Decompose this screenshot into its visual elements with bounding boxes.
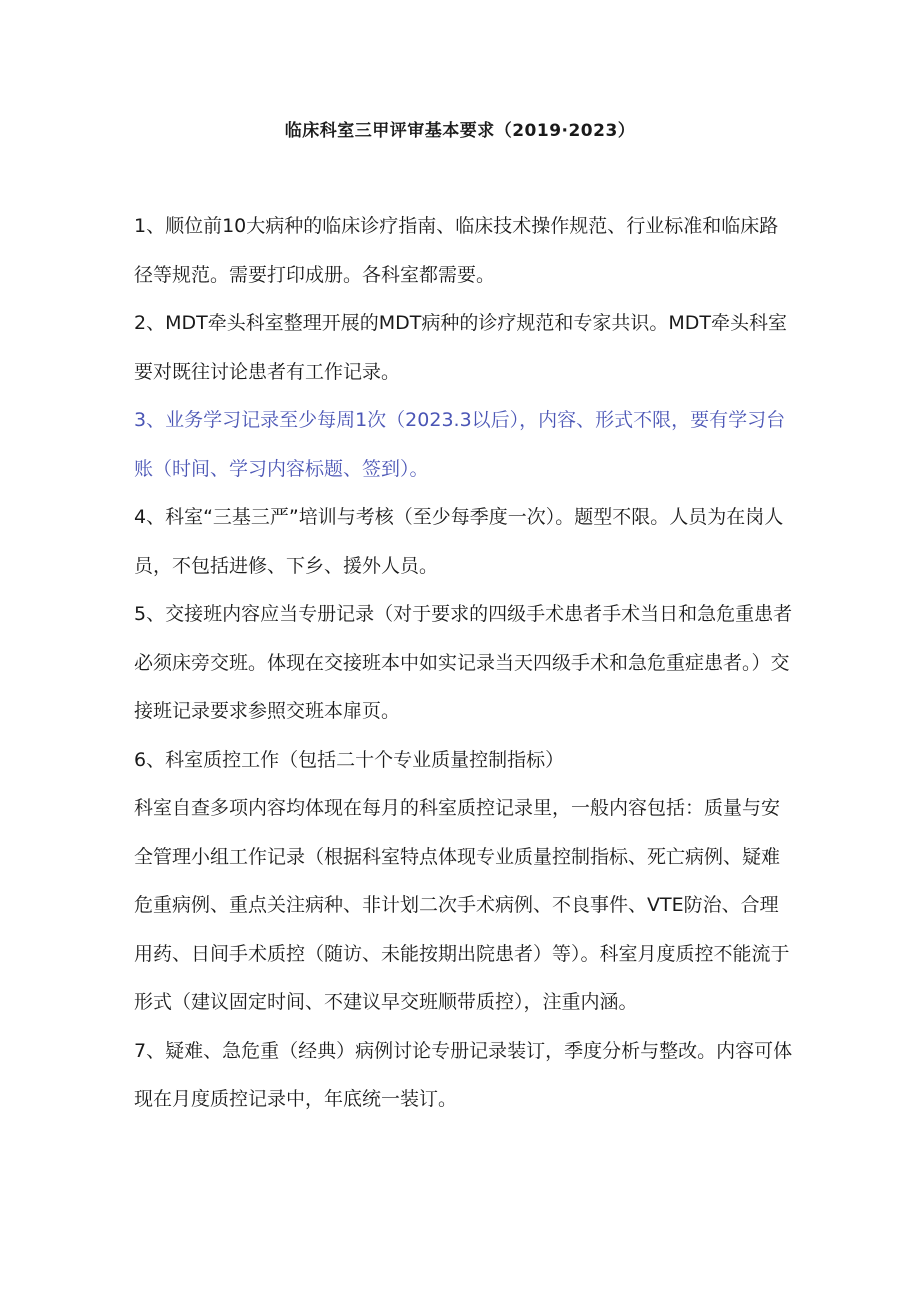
paragraph-6-detail: 科室自查多项内容均体现在每月的科室质控记录里，一般内容包括：质量与安全管理小组工作记录（根据科室特点体现专业质量控制指标、死亡病例、疑难危重病例、重点关注病种、非计划二次手术病例、不良事件、VTE防治、合理用药、日间手术质控（随访、未能按期出院患者）等）。科室月度质控不能流于形式（建议固定时间、不建议早交班顺带质控），注重内涵。: [134, 797, 790, 1013]
document-body: [134, 202, 794, 1124]
paragraph-3: 3、业务学习记录至少每周1次（2023.3以后），内容、形式不限，要有学习台账（时间、学习内容标题、签到）。: [134, 409, 786, 480]
document-title: 临床科室三甲评审基本要求（2019·2023）: [284, 121, 636, 141]
paragraph-2: 2、MDT牵头科室整理开展的MDT病种的诊疗规范和专家共识。MDT牵头科室要对既往讨论患者有工作记录。: [134, 312, 787, 383]
paragraph-6: 6、科室质控工作（包括二十个专业质量控制指标）: [134, 748, 565, 771]
paragraph-1: 1、顺位前10大病种的临床诊疗指南、临床技术操作规范、行业标准和临床路径等规范。需要打印成册。各科室都需要。: [134, 215, 779, 286]
paragraph-5: 5、交接班内容应当专册记录（对于要求的四级手术患者手术当日和急危重患者必须床旁交班。体现在交接班本中如实记录当天四级手术和急危重症患者。）交接班记录要求参照交班本扉页。: [134, 603, 793, 722]
paragraph-7: 7、疑难、急危重（经典）病例讨论专册记录装订，季度分析与整改。内容可体现在月度质控记录中，年底统一装订。: [134, 1039, 793, 1110]
paragraph-4: 4、科室“三基三严”培训与考核（至少每季度一次）。题型不限。人员为在岗人员，不包括进修、下乡、援外人员。: [134, 506, 784, 577]
